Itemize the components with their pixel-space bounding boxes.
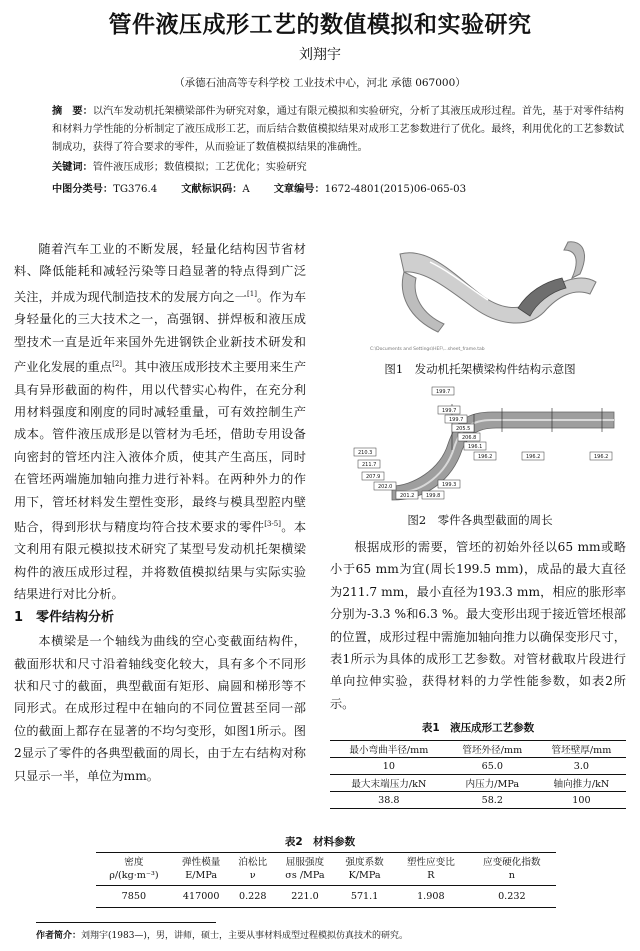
- fig2-label: 199.3: [442, 482, 457, 488]
- fig2-label: 196.2: [478, 454, 493, 460]
- footnote-label: 作者简介：: [36, 931, 82, 941]
- table-header: 屈服强度 σs /MPa: [275, 853, 335, 886]
- table-cell: 轴向推力/kN: [537, 775, 626, 792]
- footnote-text: 刘翔宇(1983—)，男，讲师，硕士，主要从事材料成型过程模拟仿真技术的研究。: [81, 931, 408, 941]
- table-header: 密度 ρ/(kg·m⁻³): [96, 853, 172, 886]
- table-2-material-params: [96, 852, 556, 908]
- figure-1-crossmember-model: [368, 232, 608, 354]
- intro-text-a: 随着汽车工业的不断发展，轻量化结构因节省材料、降低能耗和减轻污染等日趋显著的特点得到广泛关注，并成为现代制造技术的发展方向之一: [14, 242, 306, 304]
- right-paragraph: 根据成形的需要，管坯的初始外径以65 mm或略小于65 mm为宜(周长199.5 mm)，成品的最大直径为211.7 mm，最小直径为193.3 mm，相应的胀形率分别为-3.3 %和6.3 %。最大变形出现于接近管坯根部的位置，成形过程中需施加轴向推力以确保变形尺寸，表1所示为具体的成形工艺参数。对管材截取片段进行单向拉伸实验，获得材料的力学性能参数，如表2所示。: [330, 540, 626, 711]
- fig2-label: 211.7: [362, 462, 377, 468]
- author-name: 刘翔宇: [299, 47, 341, 63]
- table-cell: 417000: [172, 886, 231, 908]
- figure-1-file-label: C:\Documents and Settings\HEF\...sheet_frame.tab: [370, 347, 485, 352]
- classification-line: [52, 180, 624, 195]
- table-cell: 571.1: [335, 886, 394, 908]
- section-1-paragraph: 本横梁是一个轴线为曲线的空心变截面结构件，截面形状和尺寸沿着轴线变化较大，具有多个不同形状和尺寸的截面，典型截面有矩形、扁圆和梯形等不同形式。在成形过程中在轴向的不同位置甚至同一部位的截面上都存在显著的不均匀变形，如图1所示。图2显示了零件的各典型截面的周长，由于左右结构对称只显示一半，单位为mm。: [14, 634, 306, 783]
- fig2-label: 196.2: [594, 454, 609, 460]
- table-cell: 221.0: [275, 886, 335, 908]
- table-header: 塑性应变比 R: [394, 853, 468, 886]
- intro-paragraph: [14, 238, 306, 606]
- fig2-label: 210.3: [358, 450, 373, 456]
- abstract: [52, 103, 624, 157]
- left-column: [14, 238, 306, 787]
- fig2-label: 202.0: [378, 484, 393, 490]
- table-cell: 3.0: [573, 760, 590, 772]
- article-label: 文章编号：: [273, 184, 325, 195]
- table-cell: 最小弯曲半径/mm: [330, 741, 448, 758]
- doc-label: 文献标识码：: [181, 184, 243, 195]
- table-cell: 10: [382, 760, 395, 772]
- table-cell: 0.232: [468, 886, 556, 908]
- abstract-label: 摘 要：: [52, 106, 93, 117]
- class-value: TG376.4: [113, 184, 158, 195]
- paper-title: 管件液压成形工艺的数值模拟和实验研究: [108, 12, 532, 38]
- table-header: 应变硬化指数 n: [468, 853, 556, 886]
- table-cell: 38.8: [330, 792, 448, 809]
- footnote-rule: [36, 922, 216, 923]
- intro-text-c: 。其中液压成形技术主要用来生产具有异形截面的构件，用以代替实心构件，在充分利用材料强度和刚度的同时减轻重量，可有效控制生产成本。管件液压成形是以管材为毛坯，借助专用设备向密封的管坯内注入液体介质，使其产生高压，同时在管坯两端施加轴向推力进行补料。在两种外力的作用下，管坯材料发生塑性变形，最终与模具型腔内壁贴合，得到形状与精度均符合技术要求的零件: [14, 360, 307, 535]
- affiliation: （承德石油高等专科学校 工业技术中心，河北 承德 067000）: [174, 77, 466, 89]
- article-value: 1672-4801(2015)06-065-03: [324, 184, 467, 195]
- keywords-label: 关键词：: [52, 162, 93, 173]
- table-2-caption: 表2 材料参数: [284, 836, 356, 848]
- table-cell: 1.908: [394, 886, 468, 908]
- class-label: 中图分类号：: [52, 184, 114, 195]
- section-1-heading: 1 零件结构分析: [14, 609, 115, 625]
- fig2-label: 199.7: [436, 389, 451, 395]
- keywords-text: 管件液压成形；数值模拟；工艺优化；实验研究: [92, 162, 307, 173]
- figure-2-caption: 图2 零件各典型截面的周长: [407, 513, 553, 527]
- table-cell: 58.2: [448, 792, 537, 809]
- table-header: 弹性模量 E/MPa: [172, 853, 231, 886]
- abstract-text: 以汽车发动机托架横梁部件为研究对象，通过有限元模拟和实验研究，分析了其液压成形过程。首先，基于对零件结构和材料力学性能的分析制定了液压成形工艺，而后结合数值模拟结果对成形工艺参数进行了优化。最终，利用优化的工艺参数试制成功，获得了符合要求的零件，从而验证了数值模拟结果的准确性。: [52, 106, 624, 153]
- figure-2-section-perimeters: [352, 384, 622, 502]
- table-cell: 65.0: [481, 760, 503, 772]
- table-header: 强度系数 K/MPa: [335, 853, 394, 886]
- table-1-process-params: [330, 740, 626, 809]
- ref-2: [2]: [112, 360, 123, 369]
- table-cell: 内压力/MPa: [448, 775, 537, 792]
- fig2-label: 196.2: [526, 454, 541, 460]
- intro-text-b: 。作为车身轻量化的三大技术之一，高强钢、拼焊板和液压成型技术一直是近年来国外先进钢铁企业新技术研发和产业化发展的重点: [14, 289, 307, 375]
- fig2-label: 199.8: [426, 493, 441, 499]
- table-cell: 管坯壁厚/mm: [537, 741, 626, 758]
- ref-1: [1]: [247, 289, 257, 298]
- ref-3: [3-5]: [264, 520, 281, 528]
- fig2-label: 199.7: [442, 408, 457, 414]
- keywords: [52, 158, 624, 173]
- table-cell: 最大末端压力/kN: [330, 775, 448, 792]
- figure-1-caption: 图1 发动机托架横梁构件结构示意图: [384, 362, 576, 376]
- table-cell: 0.228: [231, 886, 275, 908]
- intro-text-d: 。本文利用有限元模拟技术研究了某型号发动机托架横梁构件的液压成形过程，并将数值模拟结果与实际实验结果进行对比分析。: [14, 520, 307, 602]
- table-cell: 管坯外径/mm: [448, 741, 537, 758]
- fig2-label: 199.7: [449, 417, 464, 423]
- fig2-label: 207.9: [366, 474, 381, 480]
- author-footnote: [36, 928, 636, 941]
- fig2-label: 201.2: [400, 493, 415, 499]
- table-cell: 100: [537, 792, 626, 809]
- right-column: [330, 536, 626, 715]
- table-cell: 7850: [96, 886, 172, 908]
- fig2-label: 196.1: [468, 444, 483, 450]
- table-1-caption: 表1 液压成形工艺参数: [421, 722, 535, 734]
- doc-value: A: [242, 184, 250, 195]
- table-header: 泊松比 ν: [231, 853, 275, 886]
- fig2-label: 205.5: [456, 426, 471, 432]
- fig2-label: 206.8: [462, 435, 477, 441]
